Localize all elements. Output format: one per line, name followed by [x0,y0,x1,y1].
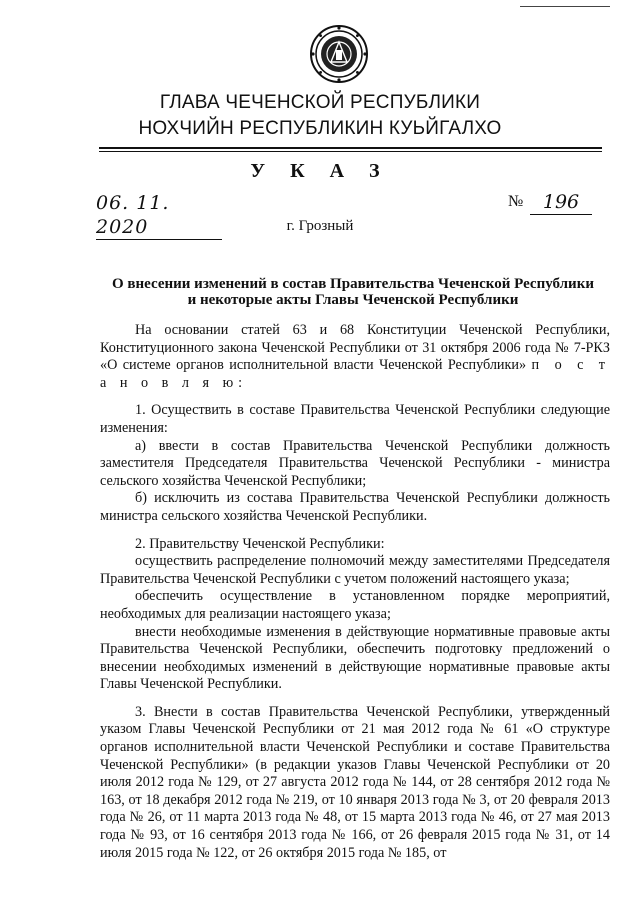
decree-body [100,322,610,862]
paragraph-item-2-distribute: осуществить распределение полномочий между заместителями Председателя Правительства Чеченской Республики с учетом положений настоящего указа; [100,553,610,587]
paragraph-item-3: 3. Внести в состав Правительства Чеченской Республики, утвержденный указом Главы Чеченской Республики от 21 мая 2012 года № 61 «О структуре органов исполнительной власти Чеченской Республики и составе Правительства Чеченской Республики» (в редакции указов Главы Чеченской Республики от 20 июля 2012 года № 129, от 27 августа 2012 года № 144, от 28 сентября 2012 года № 163, от 18 декабря 2012 года № 219, от 10 января 2013 года № 3, от 20 февраля 2013 года № 26, от 11 марта 2013 года № 48, от 15 марта 2013 года № 46, от 27 мая 2013 года № 93, от 16 сентября 2013 года № 166, от 26 февраля 2015 года № 31, от 14 июля 2015 года № 122, от 26 октября 2015 года № 185, от [100,703,610,861]
paragraph-item-1a: а) ввести в состав Правительства Чеченской Республики должность заместителя Председателя Правительства Чеченской Республики - министра сельского хозяйства Чеченской Республики; [100,437,610,489]
decree-resolution: п о с т а н о в л я ю: [100,357,611,391]
paragraph-item-2-amend: внести необходимые изменения в действующие нормативные правовые акты Правительства Чеченской Республики, обеспечить подготовку предложений о внесении необходимых изменений в действующие нормативные правовые акты Главы Чеченской Республики. [100,623,610,693]
top-edge-line [520,6,610,7]
decree-title [96,276,610,308]
coat-of-arms-emblem [309,24,369,84]
header-rule-thick [99,147,602,149]
header-rule-thin [99,151,602,152]
decree-number-label: № [508,193,524,210]
paragraph-basis-text: На основании статей 63 и 68 Конституции Чеченской Республики, Конституционного закона Чеченской Республики от 31 октября 2006 года № 7-РКЗ «О системе органов исполнительной власти Чеченской Республики» [100,322,610,374]
paragraph-basis [100,322,610,392]
decree-city: г. Грозный [286,218,354,234]
paragraph-item-2-ensure: обеспечить осуществление в установленном порядке мероприятий, необходимых для реализации настоящего указа; [100,588,610,622]
paragraph-item-2: 2. Правительству Чеченской Республики: [135,535,385,552]
paragraph-item-1b: б) исключить из состава Правительства Чеченской Республики должность министра сельского хозяйства Чеченской Республики. [100,490,610,524]
header-title-ru: ГЛАВА ЧЕЧЕНСКОЙ РЕСПУБЛИКИ [159,92,481,113]
decree-date: 06. 11. 2020 [96,191,222,240]
header-title-ce: НОХЧИЙН РЕСПУБЛИКИН КУЬЙГАЛХО [138,118,502,139]
decree-number: 196 [530,190,592,215]
paragraph-item-1: 1. Осуществить в составе Правительства Чеченской Республики следующие изменения: [100,402,610,436]
decree-type: У К А З [250,160,390,182]
title-line-1: О внесении изменений в состав Правительства Чеченской Республики [112,276,594,292]
title-line-2: и некоторые акты Главы Чеченской Республики [187,292,519,308]
